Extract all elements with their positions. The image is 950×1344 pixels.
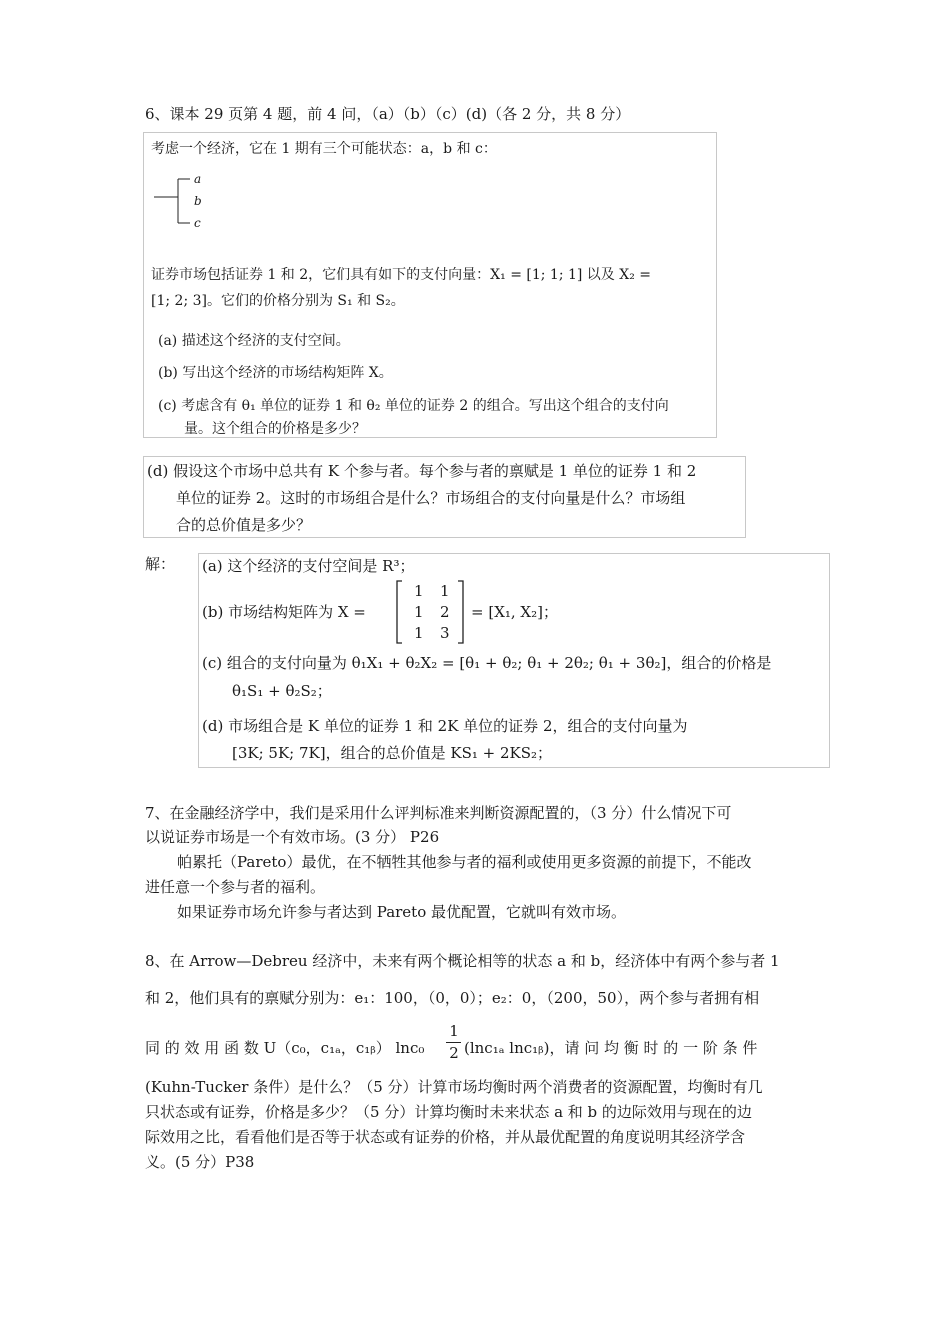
market-description-line-2: [1; 2; 3]。它们的价格分别为 S₁ 和 S₂。: [151, 293, 405, 309]
question-b: (b) 写出这个经济的市场结构矩阵 X。: [158, 365, 393, 381]
answer-c-line-1: (c) 组合的支付向量为 θ₁X₁ + θ₂X₂ = [θ₁ + θ₂; θ₁ + 2θ₂; θ₁ + 3θ₂]，组合的价格是: [202, 654, 772, 672]
state-b-label: b: [194, 194, 202, 208]
q7-line-2: 以说证券市场是一个有效市场。(3 分） P26: [145, 828, 440, 846]
answer-a: (a) 这个经济的支付空间是 R³；: [202, 557, 415, 575]
q8-line-3-prefix: 同 的 效 用 函 数 U（c₀，c₁ₐ，c₁ᵦ） lnc₀: [145, 1039, 425, 1057]
q8-line-6: 际效用之比，看看他们是否等于状态或有证券的价格，并从最优配置的角度说明其经济学含: [145, 1128, 746, 1146]
question-d-line-3: 合的总价值是多少？: [176, 516, 312, 534]
answer-b-prefix: (b) 市场结构矩阵为 X =: [202, 603, 366, 621]
q8-line-3-suffix: (lnc₁ₐ lnc₁ᵦ)，请 问 均 衡 时 的 一 阶 条 件: [464, 1039, 758, 1057]
question-c-line-1: (c) 考虑含有 θ₁ 单位的证券 1 和 θ₂ 单位的证券 2 的组合。写出这个组合的支付向: [158, 398, 669, 414]
textbook-excerpt-box-1: [143, 132, 717, 438]
fraction-bar: [446, 1042, 461, 1043]
fraction-numerator: 1: [449, 1022, 459, 1040]
answer-b-suffix: = [X₁, X₂]；: [471, 603, 558, 621]
matrix-brackets: [396, 580, 466, 644]
question-d-line-2: 单位的证券 2。这时的市场组合是什么？市场组合的支付向量是什么？市场组: [176, 489, 686, 507]
answer-d-line-2: [3K; 5K; 7K]，组合的总价值是 KS₁ + 2KS₂；: [232, 744, 553, 762]
market-description-line-1: 证券市场包括证券 1 和 2，它们具有如下的支付向量：X₁ = [1; 1; 1] 以及 X₂ =: [151, 267, 652, 283]
question-a: (a) 描述这个经济的支付空间。: [158, 333, 350, 349]
question-c-line-2: 量。这个组合的价格是多少？: [184, 421, 366, 437]
q8-line-1: 8、在 Arrow—Debreu 经济中，未来有两个概论相等的状态 a 和 b，经济体中有两个参与者 1: [145, 952, 780, 970]
answer-label: 解：: [145, 555, 176, 573]
state-c-label: c: [194, 216, 201, 230]
q8-line-7: 义。(5 分）P38: [145, 1153, 255, 1171]
q7-answer-p1-line-2: 进任意一个参与者的福利。: [145, 878, 326, 896]
q8-line-2: 和 2，他们具有的禀赋分别为：e₁：100，（0，0）；e₂：0，（200，50），两个参与者拥有相: [145, 989, 760, 1007]
economy-intro: 考虑一个经济，它在 1 期有三个可能状态：a，b 和 c：: [151, 141, 497, 157]
q7-answer-p1-line-1: 帕累托（Pareto）最优，在不牺牲其他参与者的福利或使用更多资源的前提下，不能改: [177, 853, 752, 871]
matrix-cell: 1: [440, 582, 450, 600]
q6-header: 6、课本 29 页第 4 题，前 4 问，（a）（b）（c）(d)（各 2 分，共 8 分）: [145, 105, 631, 123]
matrix-cell: 1: [414, 603, 424, 621]
q7-answer-p2: 如果证券市场允许参与者达到 Pareto 最优配置，它就叫有效市场。: [177, 903, 627, 921]
question-d-line-1: (d) 假设这个市场中总共有 K 个参与者。每个参与者的禀赋是 1 单位的证券 1 和 2: [147, 462, 697, 480]
matrix-cell: 3: [440, 624, 450, 642]
state-tree-diagram: [152, 173, 212, 231]
q7-line-1: 7、在金融经济学中，我们是采用什么评判标准来判断资源配置的，（3 分）什么情况下可: [145, 804, 732, 822]
fraction-denominator: 2: [449, 1044, 459, 1062]
answer-d-line-1: (d) 市场组合是 K 单位的证券 1 和 2K 单位的证券 2，组合的支付向量为: [202, 717, 688, 735]
textbook-excerpt-box-2: [143, 456, 746, 538]
answer-box: [198, 553, 830, 768]
state-a-label: a: [194, 172, 202, 186]
q8-line-4: (Kuhn-Tucker 条件）是什么？（5 分）计算市场均衡时两个消费者的资源配置，均衡时有几: [145, 1078, 763, 1096]
matrix-cell: 1: [414, 582, 424, 600]
matrix-cell: 2: [440, 603, 450, 621]
q8-line-5: 只状态或有证券，价格是多少？（5 分）计算均衡时未来状态 a 和 b 的边际效用与现在的边: [145, 1103, 752, 1121]
matrix-cell: 1: [414, 624, 424, 642]
answer-c-line-2: θ₁S₁ + θ₂S₂；: [232, 682, 332, 700]
